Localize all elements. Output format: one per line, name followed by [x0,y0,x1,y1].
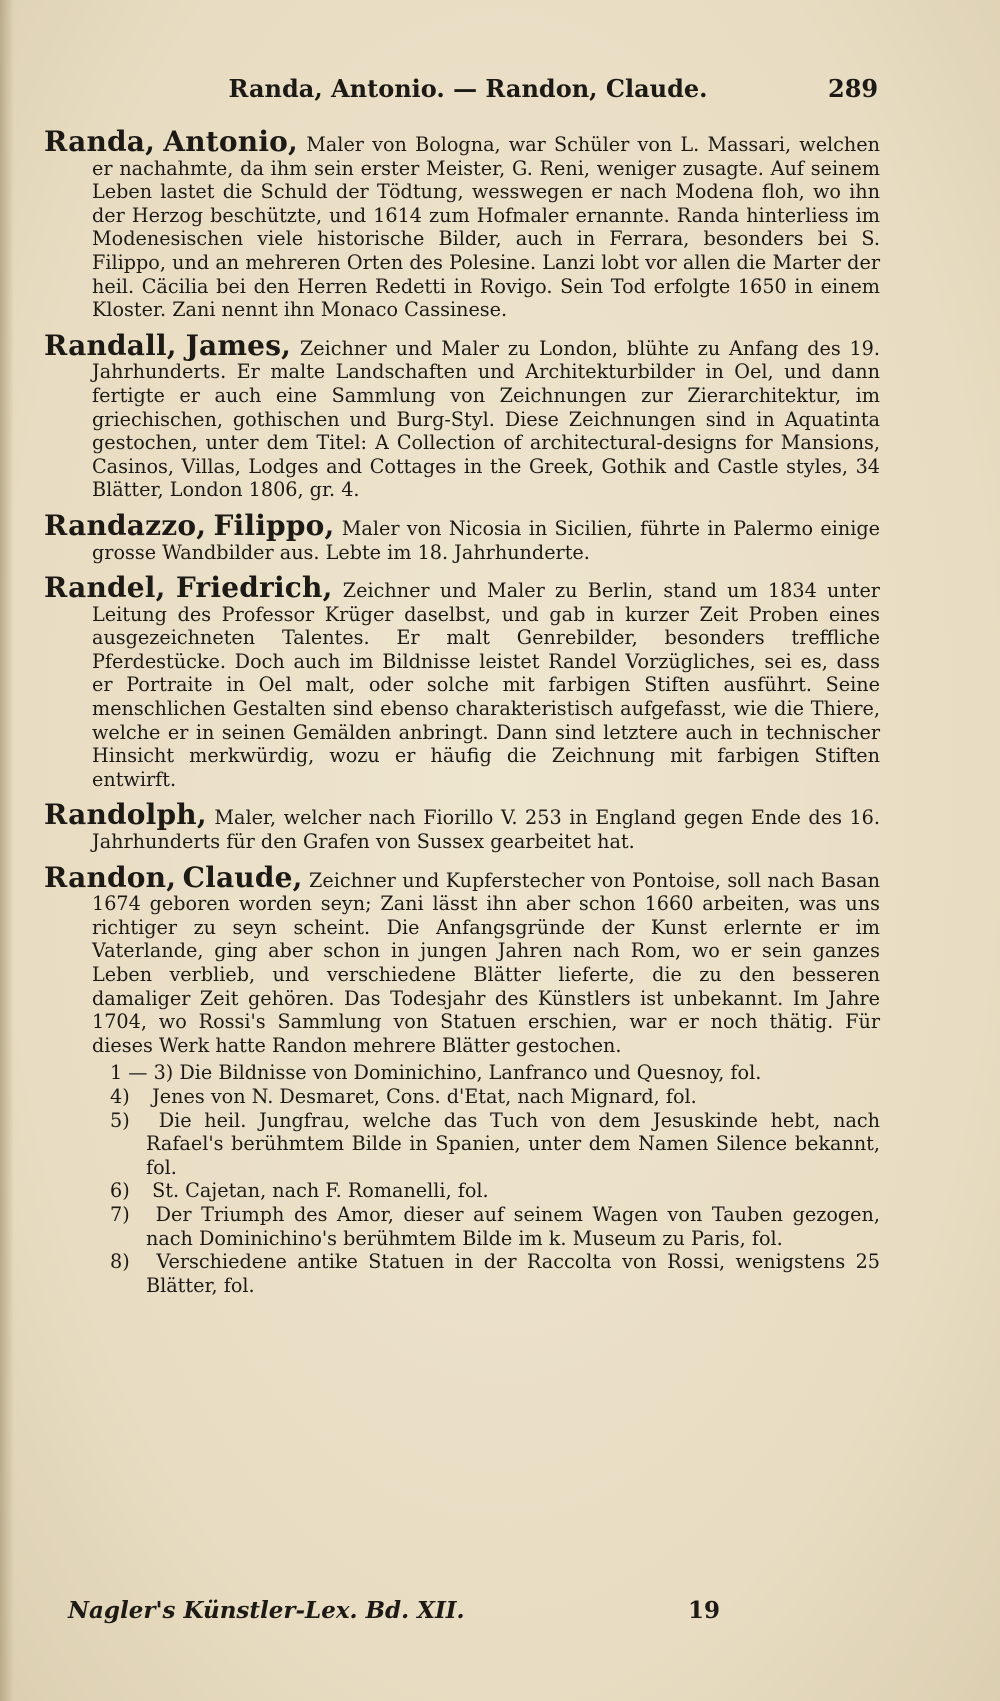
work-text: Die heil. Jungfrau, welche das Tuch von dem Jesuskinde hebt, nach Rafael's berühmtem Bilde in Spanien, unter dem Namen Silence bekannt, fol. [146,1108,880,1179]
work-item [110,1250,880,1297]
lexicon-entries [44,125,880,1297]
work-number: 7) [110,1202,130,1226]
entry-forename: Antonio, [163,125,299,158]
header-title: Randa, Antonio. — Randon, Claude. [228,74,708,103]
entry-text: Zeichner und Maler zu London, blühte zu Anfang des 19. Jahrhunderts. Er malte Landschaften und Architekturbilder in Oel, und dann fertigte er auch eine Sammlung von Zeichnungen zur Zierarchitektur, im griechischen, gothischen und Burg-Styl. Diese Zeichnungen sind in Aquatinta gestochen, unter dem Titel: A Collection of architectural-designs for Mansions, Casinos, Villas, Lodges and Cottages in the Greek, Gothik and Castle styles, 34 Blätter, London 1806, gr. 4. [92,336,880,502]
entry-text: Zeichner und Maler zu Berlin, stand um 1834 unter Leitung des Professor Krüger daselbst, und gab in kurzer Zeit Proben eines ausgezeichneten Talentes. Er malt Genrebilder, besonders treffliche Pferdestücke. Doch auch im Bildnisse leistet Randel Vorzügliches, sei es, dass er Portraite in Oel malt, oder solche mit farbigen Stiften ausführt. Seine menschlichen Gestalten sind ebenso charakteristisch aufgefasst, wie die Thiere, welche er in seinen Gemälden anbringt. Dann sind letztere auch in technischer Hinsicht merkwürdig, wozu er häufig die Zeichnung mit farbigen Stiften entwirft. [92,579,880,791]
work-text: Der Triumph des Amor, dieser auf seinem Wagen von Tauben gezogen, nach Dominichino's berühmtem Bilde im k. Museum zu Paris, fol. [146,1202,880,1250]
work-item [110,1061,880,1085]
work-text: Verschiedene antike Statuen in der Raccolta von Rossi, wenigstens 25 Blätter, fol. [146,1250,880,1297]
page-number: 289 [828,74,879,103]
work-number: 4) [110,1084,130,1108]
entry-text: Maler von Nicosia in Sicilien, führte in Palermo einige grosse Wandbilder aus. Lebte im 18. Jahrhunderte. [92,516,880,564]
work-text: Jenes von N. Desmaret, Cons. d'Etat, nach Mignard, fol. [152,1084,697,1108]
entry-forename: Claude, [182,860,303,894]
work-number: 1 — 3) [110,1061,174,1085]
entry-surname: Randazzo, [44,508,207,542]
entry-surname: Randel, [44,571,166,605]
works-list [44,1061,880,1297]
page-edge-shadow [0,0,14,1701]
footer-sheet-number: 19 [688,1597,721,1624]
entry-randa-antonio [44,125,880,322]
work-item [110,1109,880,1180]
footer-signature: Nagler's Künstler-Lex. Bd. XII. [68,1597,465,1624]
work-item [110,1203,880,1250]
entry-randon-claude [44,860,880,1058]
work-number: 5) [110,1108,130,1132]
work-item [110,1179,880,1203]
entry-randolph [44,798,880,854]
work-text: St. Cajetan, nach F. Romanelli, fol. [152,1179,489,1203]
entry-surname: Randa, [44,125,156,158]
work-item [110,1085,880,1109]
entry-surname: Randon, [44,860,177,894]
page-footer [68,1597,868,1633]
entry-forename: Filippo, [213,508,335,542]
entry-text: Maler, welcher nach Fiorillo V. 253 in England gegen Ende des 16. Jahrhunderts für den Grafen von Sussex gearbeitet hat. [92,806,880,854]
entry-randazzo-filippo [44,508,880,564]
running-header [0,74,1000,114]
work-number: 8) [110,1250,130,1274]
entry-forename: Friedrich, [175,571,333,605]
entry-surname: Randall, [44,328,177,362]
work-number: 6) [110,1179,130,1203]
entry-randel-friedrich [44,571,880,791]
entry-surname: Randolph, [44,798,207,832]
entry-forename: James, [185,328,292,362]
work-text: Die Bildnisse von Dominichino, Lanfranco und Quesnoy, fol. [179,1061,762,1085]
entry-randall-james [44,328,880,502]
entry-text: Maler von Bologna, war Schüler von L. Massari, welchen er nachahmte, da ihm sein erster Meister, G. Reni, weniger zusagte. Auf seinem Leben lastet die Schuld der Tödtung, wesswegen er nach Modena floh, wo ihn der Herzog beschützte, und 1614 zum Hofmaler ernannte. Randa hinterliess im Modenesischen viele historische Bilder, auch in Ferrara, besonders bei S. Filippo, und an mehreren Orten des Polesine. Lanzi lobt vor allen die Marter der heil. Cäcilia bei den Herren Redetti in Rovigo. Sein Tod erfolgte 1650 in einem Kloster. Zani nennt ihn Monaco Cassinese. [92,133,880,322]
entry-text: Zeichner und Kupferstecher von Pontoise, soll nach Basan 1674 geboren worden seyn; Zani lässt ihn aber schon 1660 arbeiten, was uns richtiger zu seyn scheint. Die Anfangsgründe der Kunst erlernte er im Vaterlande, ging aber schon in jungen Jahren nach Rom, wo er sein ganzes Leben verblieb, und verschiedene Blätter lieferte, die zu den besseren damaliger Zeit gehören. Das Todesjahr des Künstlers ist unbekannt. Im Jahre 1704, wo Rossi's Sammlung von Statuen erschien, war er noch thätig. Für dieses Werk hatte Randon mehrere Blätter gestochen. [92,868,880,1057]
